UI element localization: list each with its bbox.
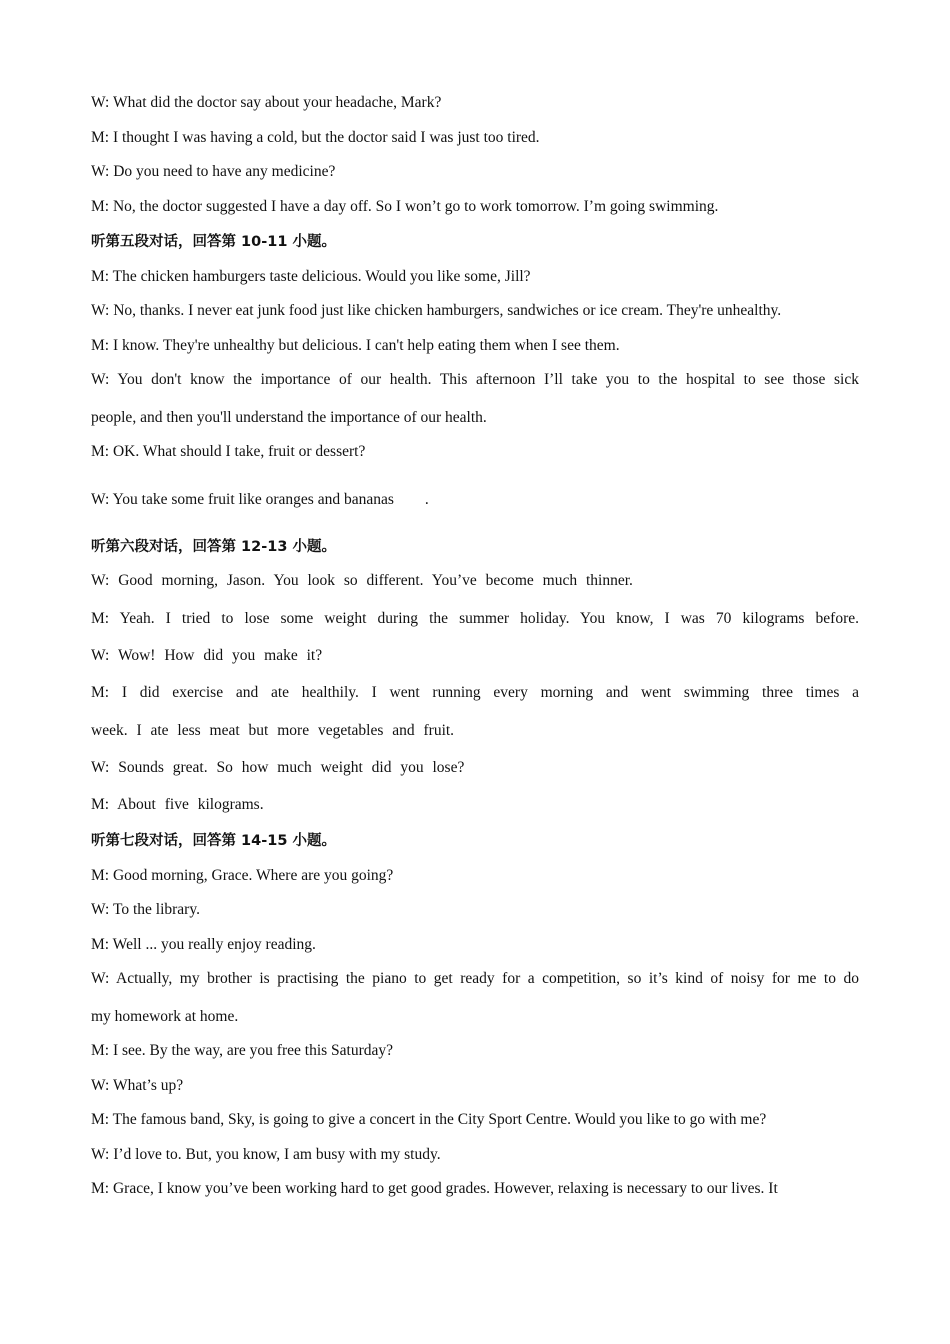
dialogue-line: week. I ate less meat but more vegetables and fruit. [91,722,455,739]
dialogue-line: M: No, the doctor suggested I have a day off. So I won’t go to work tomorrow. I’m going swimming. [91,198,719,215]
dialogue-line: M: About five kilograms. [91,796,264,813]
dialogue-line: M: Well ... you really enjoy reading. [91,936,316,953]
dialogue-line: M: The chicken hamburgers taste delicious. Would you like some, Jill? [91,268,531,285]
dialogue-line: W: Do you need to have any medicine? [91,163,336,180]
section-heading: 听第六段对话，回答第 12-13 小题。 [91,539,336,555]
section-heading: 听第五段对话，回答第 10-11 小题。 [91,234,336,250]
dialogue-line: W: No, thanks. I never eat junk food just like chicken hamburgers, sandwiches or ice cream. They're unhealthy. [91,302,782,319]
dialogue-line: M: I did exercise and ate healthily. I went running every morning and went swimming three times a [91,684,859,701]
dialogue-line: M: The famous band, Sky, is going to give a concert in the City Sport Centre. Would you like to go with me? [91,1111,767,1128]
dialogue-line: M: I thought I was having a cold, but the doctor said I was just too tired. [91,129,540,146]
dialogue-line: W: To the library. [91,901,200,918]
dialogue-line: M: Yeah. I tried to lose some weight during the summer holiday. You know, I was 70 kilograms before. [91,610,859,627]
section-heading: 听第七段对话，回答第 14-15 小题。 [91,833,336,849]
dialogue-line: W: I’d love to. But, you know, I am busy with my study. [91,1146,441,1163]
dialogue-line: W: Good morning, Jason. You look so different. You’ve become much thinner. [91,572,633,589]
dialogue-line: W: You take some fruit like oranges and bananas . [91,491,429,508]
dialogue-line: W: What did the doctor say about your headache, Mark? [91,94,442,111]
dialogue-line: M: I know. They're unhealthy but delicious. I can't help eating them when I see them. [91,337,620,354]
dialogue-line: W: You don't know the importance of our health. This afternoon I’ll take you to the hospital to see those sick [91,371,859,388]
dialogue-line: W: Sounds great. So how much weight did you lose? [91,759,465,776]
dialogue-line: M: OK. What should I take, fruit or dessert? [91,443,366,460]
dialogue-line: M: Grace, I know you’ve been working hard to get good grades. However, relaxing is necessary to our lives. It [91,1180,778,1197]
dialogue-line: W: Wow! How did you make it? [91,647,323,664]
dialogue-line: my homework at home. [91,1008,239,1025]
dialogue-line: M: I see. By the way, are you free this Saturday? [91,1042,394,1059]
dialogue-line: M: Good morning, Grace. Where are you going? [91,867,394,884]
dialogue-line: people, and then you'll understand the importance of our health. [91,409,487,426]
dialogue-line: W: What’s up? [91,1077,184,1094]
dialogue-line: W: Actually, my brother is practising the piano to get ready for a competition, so it’s kind of noisy for me to do [91,970,859,987]
